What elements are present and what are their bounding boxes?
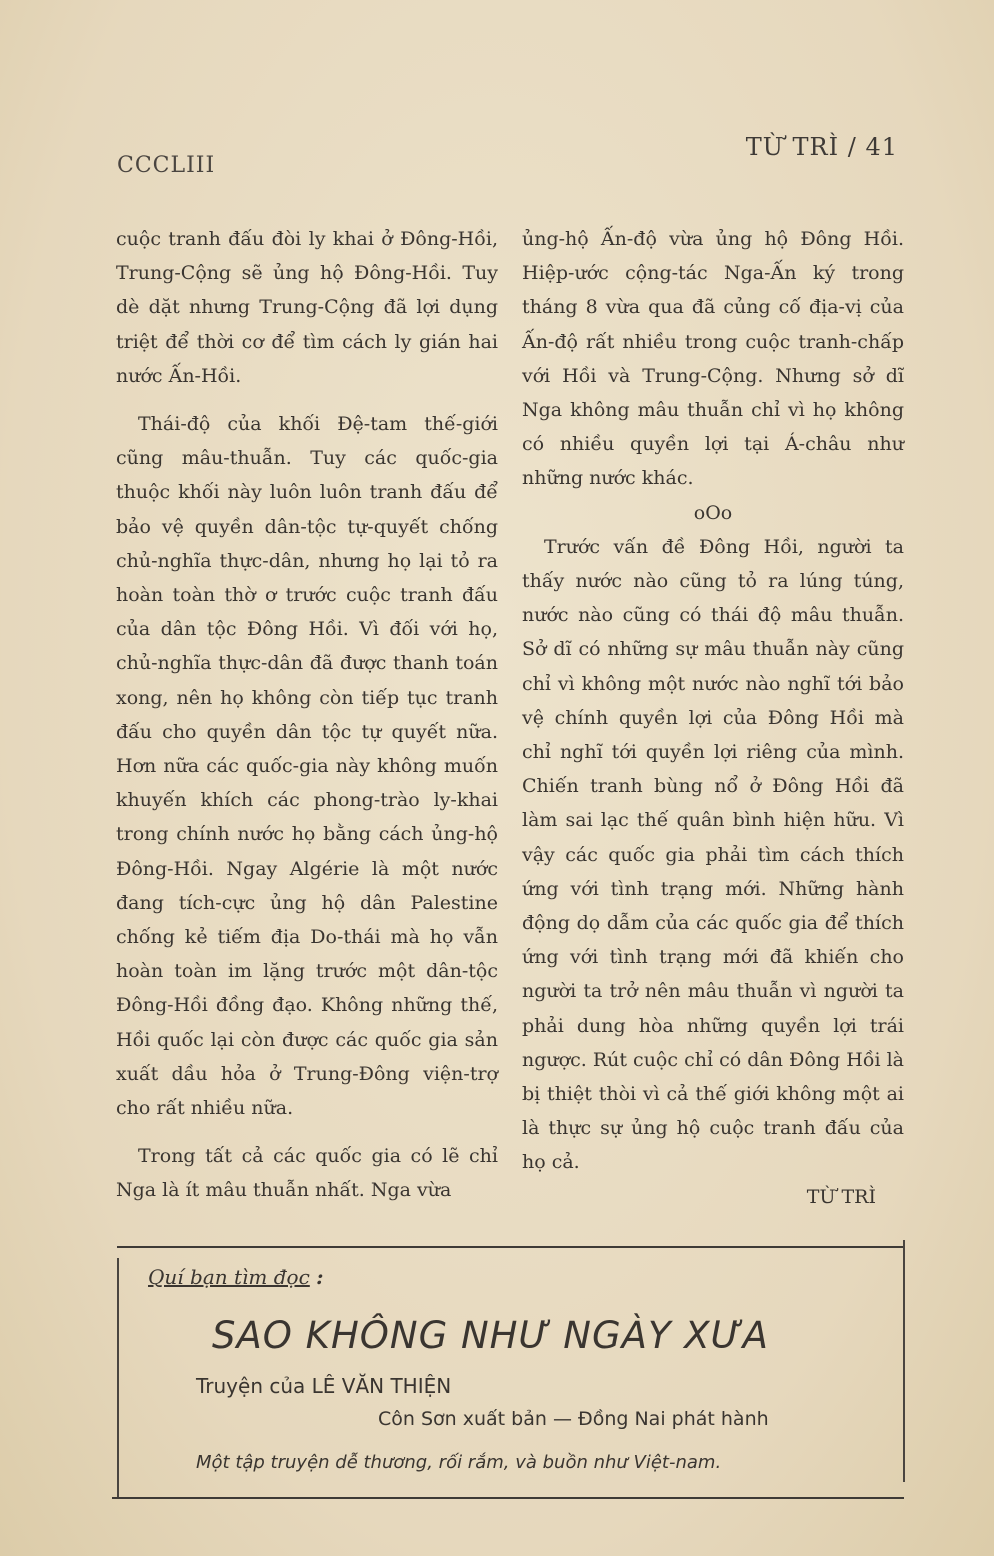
paragraph: ủng-hộ Ấn-độ vừa ủng hộ Đông Hồi. Hiệp-ước cộng-tác Nga-Ấn ký trong tháng 8 vừa qua đã củng cố địa-vị của Ấn-độ rất nhiều trong cuộc tranh-chấp với Hồi và Trung-Cộng. Nhưng sở dĩ Nga không mâu thuẫn chỉ vì họ không có nhiều quyền lợi tại Á-châu như những nước khác. [522,228,904,490]
ad-author-prefix: Truyện của [196,1374,306,1398]
paragraph: Trong tất cả các quốc gia có lẽ chỉ Nga là ít mâu thuẫn nhất. Nga vừa [116,1145,498,1202]
ad-author-line [196,1374,451,1398]
right-column [522,222,904,1214]
section-separator: oOo [693,501,733,524]
left-column [116,222,498,1208]
ad-book-title: SAO KHÔNG NHƯ NGÀY XƯA [212,1314,769,1357]
ad-right-rule [903,1240,905,1482]
paragraph: cuộc tranh đấu đòi ly khai ở Đông-Hồi, Trung-Cộng sẽ ủng hộ Đông-Hồi. Tuy dè dặt nhưng Trung-Cộng đã lợi dụng triệt để thời cơ để tìm cách ly gián hai nước Ấn-Hồi. [116,228,498,387]
ad-publisher-line: Côn Sơn xuất bản — Đồng Nai phát hành [378,1408,769,1430]
ad-tagline: Một tập truyện dễ thương, rối rắm, và buồn như Việt-nam. [196,1452,722,1473]
ad-left-rule [117,1258,119,1498]
page-section-number: CCCLIII [117,153,216,178]
paragraph: Thái-độ của khối Đệ-tam thế-giới cũng mâu-thuẫn. Tuy các quốc-gia thuộc khối này luôn luôn tranh đấu để bảo vệ quyền dân-tộc tự-quyết chống chủ-nghĩa thực-dân, nhưng họ lại tỏ ra hoàn toàn thờ ơ trước cuộc tranh đấu của dân tộc Đông Hồi. Vì đối với họ, chủ-nghĩa thực-dân đã được thanh toán xong, nên họ không còn tiếp tục tranh đấu cho quyền dân tộc tự quyết nữa. Hơn nữa các quốc-gia này không muốn khuyến khích các phong-trào ly-khai trong chính nước họ bằng cách ủng-hộ Đông-Hồi. Ngay Algérie là một nước đang tích-cực ủng hộ dân Palestine chống kẻ tiếm địa Do-thái mà họ vẫn hoàn toàn im lặng trước một dân-tộc Đông-Hồi đồng đạo. Không những thế, Hồi quốc lại còn được các quốc gia sản xuất dầu hỏa ở Trung-Đông viện-trợ cho rất nhiều nữa. [116,413,498,1120]
ad-bottom-rule [112,1497,904,1499]
page-header-author-page: TỪ TRÌ / 41 [745,133,898,161]
ad-lead-label: Quí bạn tìm đọc [148,1265,310,1289]
ad-author-name: LÊ VĂN THIỆN [311,1374,452,1398]
paragraph: Trước vấn đề Đông Hồi, người ta thấy nước nào cũng tỏ ra lúng túng, nước nào cũng có thái độ mâu thuẫn. Sở dĩ có những sự mâu thuẫn này cũng chỉ vì không một nước nào nghĩ tới bảo vệ chính quyền lợi của Đông Hồi mà chỉ nghĩ tới quyền lợi riêng của mình. Chiến tranh bùng nổ ở Đông Hồi đã làm sai lạc thế quân bình hiện hữu. Vì vậy các quốc gia phải tìm cách thích ứng với tình trạng mới. Những hành động dọ dẫm của các quốc gia để thích ứng với tình trạng mới đã khiến cho người ta trở nên mâu thuẫn vì người ta phải dung hòa những quyền lợi trái ngược. Rút cuộc chỉ có dân Đông Hồi là bị thiệt thòi vì cả thế giới không một ai là thực sự ủng hộ cuộc tranh đấu của họ cả. [522,535,904,1174]
author-signature: TỪ TRÌ [806,1185,876,1208]
ad-lead-text [148,1265,324,1289]
ad-lead-colon: : [316,1265,324,1289]
ad-top-rule [117,1246,905,1248]
